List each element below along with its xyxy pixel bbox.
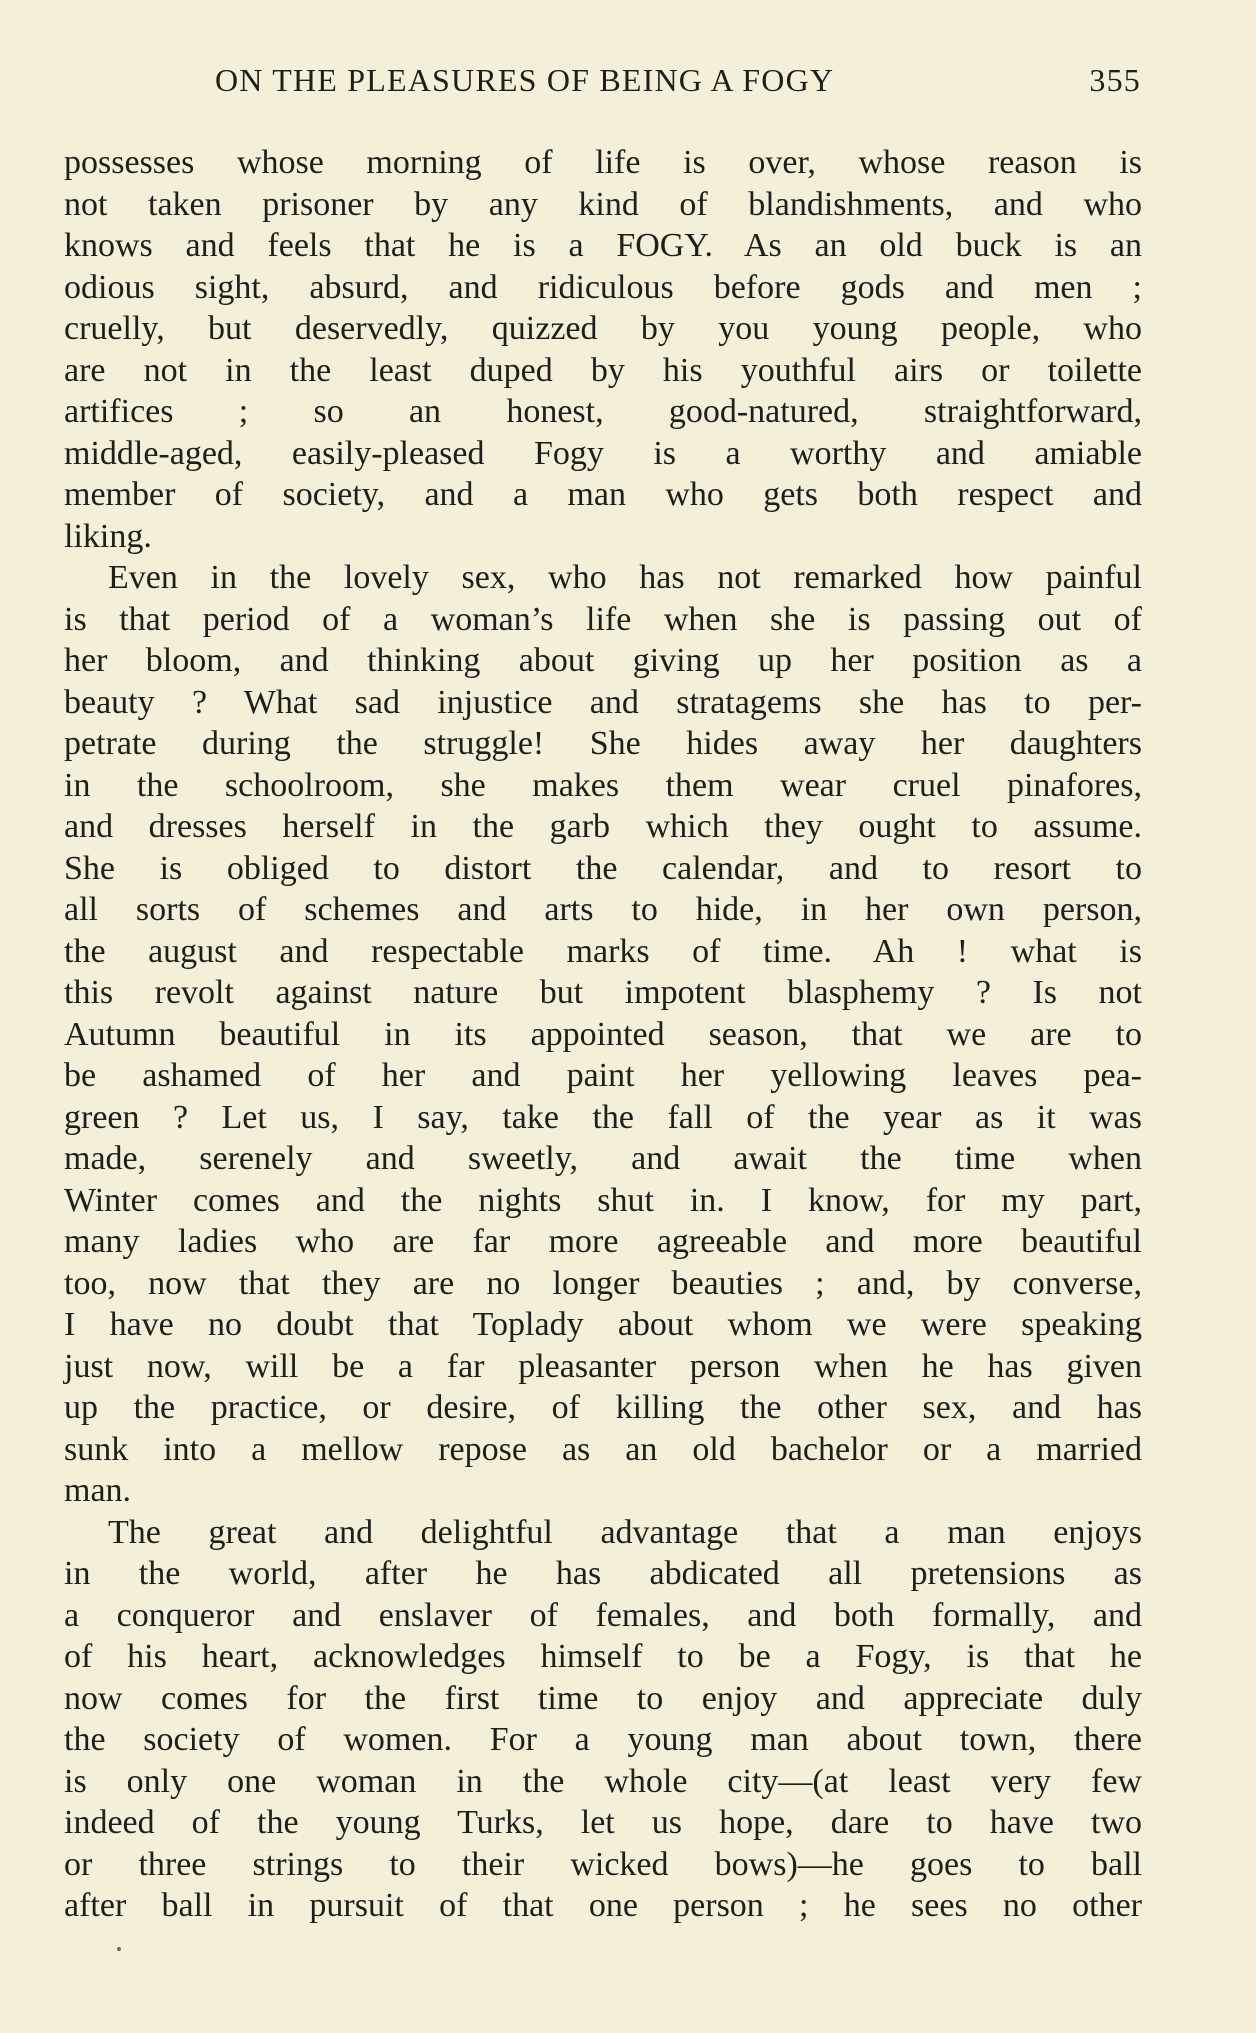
text-line: is that period of a woman’s life when she is passing out of [64, 600, 1142, 638]
page-number: 355 [1089, 62, 1141, 98]
text-line: not taken prisoner by any kind of blandishments, and who [64, 185, 1142, 223]
text-line: be ashamed of her and paint her yellowing leaves pea- [64, 1057, 1142, 1094]
text-line: petrate during the struggle! She hides away her daughters [64, 725, 1142, 762]
text-line: this revolt against nature but impotent blasphemy ? Is not [64, 974, 1142, 1011]
body-text [64, 142, 1142, 1927]
text-line: of his heart, acknowledges himself to be a Fogy, is that he [64, 1638, 1142, 1675]
text-line: cruelly, but deservedly, quizzed by you young people, who [64, 310, 1142, 347]
text-line: green ? Let us, I say, take the fall of the year as it was [64, 1098, 1142, 1136]
text-line: and dresses herself in the garb which they ought to assume. [64, 808, 1142, 845]
text-line: too, now that they are no longer beauties ; and, by converse, [64, 1264, 1142, 1302]
text-line: a conqueror and enslaver of females, and both formally, and [64, 1596, 1142, 1634]
text-line: many ladies who are far more agreeable and more beautiful [64, 1223, 1142, 1260]
print-speck [117, 1947, 121, 1951]
text-line: artifices ; so an honest, good-natured, straightforward, [64, 393, 1142, 430]
text-line: all sorts of schemes and arts to hide, in her own person, [64, 891, 1142, 928]
text-line: man. [64, 1472, 132, 1509]
text-line: beauty ? What sad injustice and stratagems she has to per- [64, 683, 1142, 721]
text-line: now comes for the first time to enjoy and appreciate duly [64, 1679, 1142, 1717]
text-line: She is obliged to distort the calendar, and to resort to [64, 849, 1142, 887]
text-line: up the practice, or desire, of killing the other sex, and has [64, 1389, 1142, 1426]
text-line: possesses whose morning of life is over, whose reason is [64, 144, 1142, 181]
text-line: Autumn beautiful in its appointed season, that we are to [64, 1015, 1142, 1053]
text-line: is only one woman in the whole city—(at least very few [64, 1762, 1142, 1800]
text-line: liking. [64, 517, 152, 555]
text-line: indeed of the young Turks, let us hope, dare to have two [64, 1804, 1142, 1841]
text-line: in the world, after he has abdicated all pretensions as [64, 1555, 1142, 1592]
text-line: I have no doubt that Toplady about whom we were speaking [64, 1306, 1142, 1343]
text-line: the august and respectable marks of time. Ah ! what is [64, 932, 1142, 970]
text-line: her bloom, and thinking about giving up her position as a [64, 642, 1142, 679]
running-title: ON THE PLEASURES OF BEING A FOGY [215, 62, 835, 98]
text-line: made, serenely and sweetly, and await the time when [64, 1140, 1142, 1177]
text-line: Winter comes and the nights shut in. I know, for my part, [64, 1181, 1142, 1219]
text-line: knows and feels that he is a FOGY. As an old buck is an [64, 227, 1142, 264]
running-head [215, 62, 1141, 106]
text-line: sunk into a mellow repose as an old bachelor or a married [64, 1430, 1142, 1468]
text-line: Even in the lovely sex, who has not remarked how painful [108, 559, 1142, 596]
text-line: or three strings to their wicked bows)—he goes to ball [64, 1845, 1142, 1883]
text-line: middle-aged, easily-pleased Fogy is a worthy and amiable [64, 434, 1142, 472]
text-line: The great and delightful advantage that a man enjoys [108, 1513, 1142, 1551]
text-line: member of society, and a man who gets both respect and [64, 476, 1142, 513]
text-line: are not in the least duped by his youthful airs or toilette [64, 351, 1142, 389]
text-line: odious sight, absurd, and ridiculous before gods and men ; [64, 268, 1142, 306]
text-line: after ball in pursuit of that one person ; he sees no other [64, 1887, 1142, 1924]
text-line: in the schoolroom, she makes them wear cruel pinafores, [64, 766, 1142, 804]
text-line: the society of women. For a young man about town, there [64, 1721, 1142, 1758]
text-line: just now, will be a far pleasanter person when he has given [64, 1347, 1142, 1385]
